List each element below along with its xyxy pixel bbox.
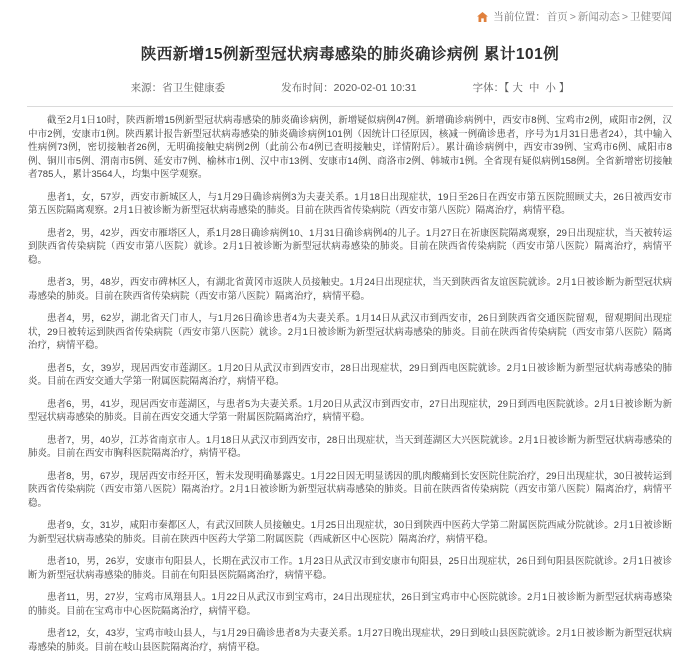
article-source: [131, 80, 226, 95]
breadcrumb-link-health-news[interactable]: 卫健要闻: [630, 11, 672, 23]
page-title: 陕西新增15例新型冠状病毒感染的肺炎确诊病例 累计101例: [140, 46, 560, 63]
source-label: 来源：: [130, 82, 163, 94]
article-publish-time: [281, 80, 416, 95]
patient-12-paragraph: 患者12，女，43岁，宝鸡市岐山县人，与1月29日确诊患者8为夫妻关系。1月27日晚出现症状，29日到岐山县医院就诊。2月1日被诊断为新型冠状病毒感染的肺炎。目前在岐山县医院隔离治疗，病情平稳。: [28, 628, 672, 653]
patient-3-paragraph: 患者3，男，48岁，西安市碑林区人，有湖北省黄冈市返陕人员接触史。1月24日出现症状，当天到陕西省友谊医院就诊。2月1日被诊断为新型冠状病毒感染的肺炎。目前在陕西省传染病院（西安市第八医院）隔离治疗，病情平稳。: [28, 277, 672, 302]
font-size-medium-button[interactable]: 中: [528, 82, 540, 94]
bracket-open: 【: [504, 82, 510, 94]
breadcrumb-separator: >: [621, 11, 628, 23]
font-size-control: [473, 80, 570, 95]
patient-4-paragraph: 患者4，男，62岁，湖北省天门市人，与1月26日确诊患者4为夫妻关系。1月14日从武汉市到西安市，26日到陕西省交通医院留观，留观期间出现症状，29日被转运到陕西省传染病院（西安市第八医院）就诊。2月1日被诊断为新型冠状病毒感染的肺炎。目前在陕西省传染病院（西安市第八医院）隔离治疗，病情平稳。: [28, 313, 672, 351]
patient-10-paragraph: 患者10，男，26岁，安康市旬阳县人，长期在武汉市工作。1月23日从武汉市到安康市旬阳县，25日出现症状，26日到旬阳县医院就诊。2月1日被诊断为新型冠状病毒感染的肺炎。目前在旬阳县医院隔离治疗，病情平稳。: [28, 556, 672, 581]
breadcrumb-link-home[interactable]: 首页: [546, 11, 568, 23]
patient-5-paragraph: 患者5，女，39岁，现居西安市莲湖区。1月20日从武汉市到西安市，28日出现症状，29日到西电医院就诊。2月1日被诊断为新型冠状病毒感染的肺炎。目前在西安交通大学第一附属医院隔离治疗，病情平稳。: [28, 362, 672, 387]
source-value: 省卫生健康委: [162, 82, 226, 94]
patient-8-paragraph: 患者8，男，67岁，现居西安市经开区，暂未发现明确暴露史。1月22日因无明显诱因的肌肉酸痛到长安医院住院治疗，29日出现症状，30日被转运到陕西省传染病院（西安市第八医院）隔离治疗。2月1日被诊断为新型冠状病毒感染的肺炎。目前在陕西省传染病院（西安市第八医院）隔离治疗，病情平稳。: [28, 470, 672, 509]
home-icon[interactable]: [477, 12, 488, 22]
bracket-close: 】: [558, 82, 570, 94]
publish-time-label: 发布时间：: [281, 82, 334, 94]
font-size-small-button[interactable]: 小: [545, 82, 556, 94]
font-size-label: 字体：: [472, 82, 505, 94]
article-meta: [0, 80, 700, 106]
patient-9-paragraph: 患者9，女，31岁，咸阳市秦都区人，有武汉回陕人员接触史。1月25日出现症状，30日到陕西中医药大学第二附属医院西咸分院就诊。2月1日被诊断为新型冠状病毒感染的肺炎。目前在陕西中医药大学第二附属医院（西咸新区中心医院）隔离治疗，病情平稳。: [28, 520, 672, 545]
summary-paragraph: 截至2月1日10时，陕西新增15例新型冠状病毒感染的肺炎确诊病例，新增疑似病例47例。新增确诊病例中，西安市8例、宝鸡市2例，咸阳市2例，汉中市2例，安康市1例。陕西累计报告新型冠状病毒感染的肺炎确诊病例101例（因统计口径原因，核减一例确诊患者，序号为1月31日患者24），其中输入性病例73例，密切接触者26例，无明确接触史病例2例（此前公布4例已查明接触史，详情附后）。累计确诊病例中，西安市39例、宝鸡市6例、咸阳市8例、铜川市5例、渭南市5例、延安市7例、榆林市1例、汉中市13例、安康市14例、商洛市2例、韩城市1例。全省现有疑似病例158例。全省新增密切接触者785人，累计3564人，均集中医学观察。: [28, 115, 672, 180]
patient-7-paragraph: 患者7，男，40岁，江苏省南京市人。1月18日从武汉市到西安市，28日出现症状，当天到莲湖区大兴医院就诊。2月1日被诊断为新型冠状病毒感染的肺炎。目前在西安市胸科医院隔离治疗，病情平稳。: [28, 434, 672, 459]
breadcrumb: [0, 0, 700, 23]
article-body: [0, 107, 700, 654]
patient-6-paragraph: 患者6，男，41岁，现居西安市莲湖区，与患者5为夫妻关系。1月20日从武汉市到西安市，27日出现症状，29日到西电医院就诊。2月1日被诊断为新型冠状病毒感染的肺炎。目前在西安交通大学第一附属医院隔离治疗，病情平稳。: [28, 398, 672, 423]
breadcrumb-label: 当前位置：: [493, 11, 546, 23]
publish-time-value: 2020-02-01 10:31: [333, 82, 417, 94]
breadcrumb-link-news[interactable]: 新闻动态: [577, 11, 620, 23]
patient-1-paragraph: 患者1，女，57岁，西安市新城区人，与1月29日确诊病例3为夫妻关系。1月18日出现症状，19日至26日在西安市第五医院照顾丈夫，26日被西安市第五医院隔离观察。2月1日被诊断为新型冠状病毒感染的肺炎。目前在陕西省传染病院（西安市第八医院）隔离治疗，病情平稳。: [28, 191, 672, 216]
patient-2-paragraph: 患者2，男，42岁，西安市雁塔区人，系1月28日确诊病例10、1月31日确诊病例4的儿子。1月27日在祈康医院隔离观察，29日出现症状，当天被转运到陕西省传染病院（西安市第八医院）就诊。2月1日被诊断为新型冠状病毒感染的肺炎。目前在陕西省传染病院（西安市第八医院）隔离治疗，病情平稳。: [28, 227, 672, 266]
breadcrumb-separator: >: [569, 11, 576, 23]
font-size-large-button[interactable]: 大: [512, 82, 523, 94]
patient-11-paragraph: 患者11，男，27岁，宝鸡市凤翔县人。1月22日从武汉市到宝鸡市，24日出现症状，26日到宝鸡市中心医院就诊。2月1日被诊断为新型冠状病毒感染的肺炎。目前在宝鸡市中心医院隔离治疗，病情平稳。: [28, 592, 672, 617]
